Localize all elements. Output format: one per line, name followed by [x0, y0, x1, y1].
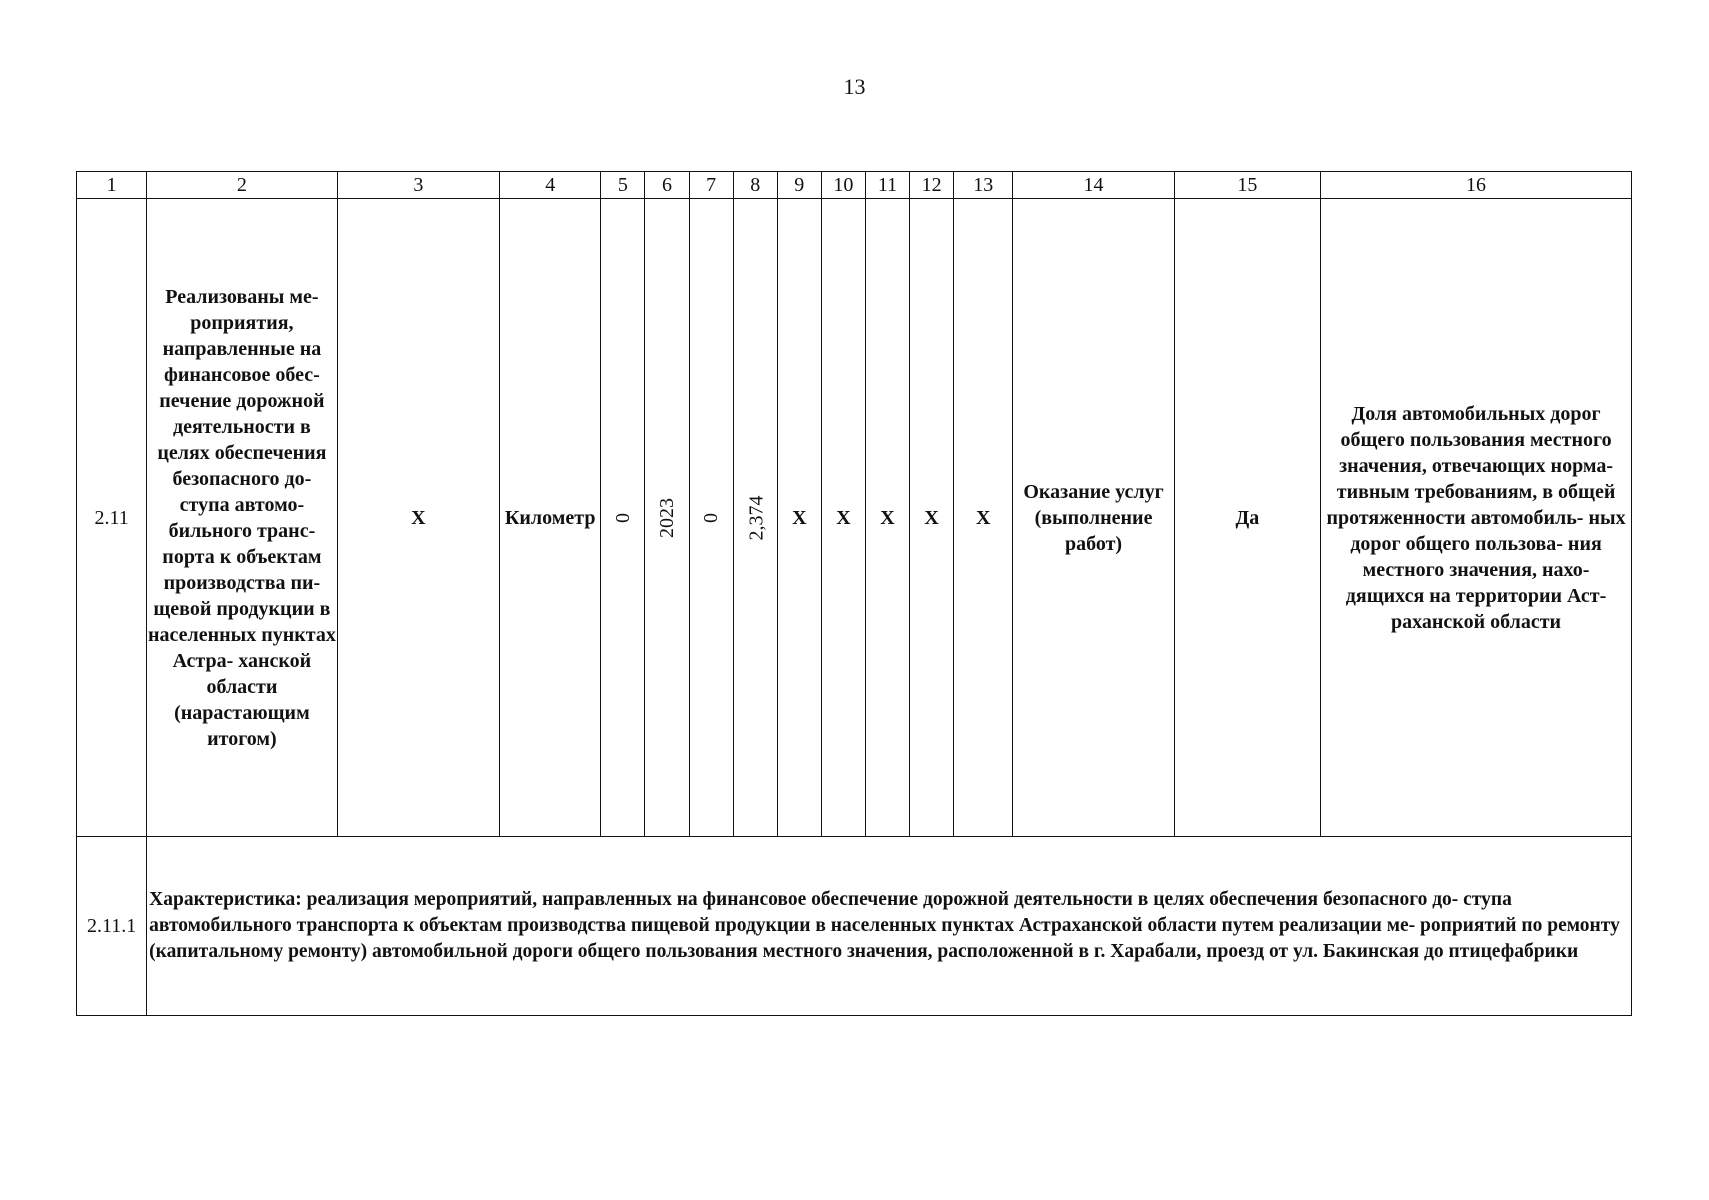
result-type: Оказание услуг (выполнение работ): [1013, 199, 1174, 837]
cell-col7: [689, 199, 733, 837]
characteristic-text: Характеристика: реализация мероприятий, направленных на финансовое обеспечение дорожной деятельности в целях обеспечения безопасного до- ступа автомобильного транспорта к объектам производства пищевой продукции в населенных пунктах Астраханской области путем реализации ме- роприятий по ремонту (капитальному ремонту) автомобильной дороги общего пользования местного значения, расположенной в г. Харабали, проезд от ул. Бакинская до птицефабрики: [147, 837, 1632, 1016]
cell-col10: Х: [821, 199, 865, 837]
base-year: 2023: [655, 497, 678, 538]
indicator-name: Реализованы ме- роприятия, направленные на финансовое обес- печение дорожной деятельности в целях обеспечения безопасного до- ступа автомо- бильного транс- порта к объектам производства пи- щевой продукции в населенных пунктах Астра- ханской области (нарастающим итогом): [147, 199, 337, 837]
value-col7: 0: [700, 512, 723, 523]
table-row: [77, 199, 1632, 837]
value-col8: 2,374: [745, 495, 768, 540]
cell-col11: Х: [865, 199, 909, 837]
table-row: [77, 837, 1632, 1016]
cell-col12: Х: [910, 199, 954, 837]
row-id: 2.11.1: [77, 837, 147, 1016]
header-cell: 4: [500, 172, 601, 199]
header-cell: 8: [733, 172, 777, 199]
header-cell: 16: [1321, 172, 1632, 199]
header-cell: 2: [147, 172, 337, 199]
header-row: [77, 172, 1632, 199]
header-cell: 6: [645, 172, 689, 199]
base-value: 0: [611, 512, 634, 523]
cell-col3: Х: [337, 199, 499, 837]
header-cell: 7: [689, 172, 733, 199]
header-cell: 1: [77, 172, 147, 199]
header-cell: 11: [865, 172, 909, 199]
cell-col13: Х: [954, 199, 1013, 837]
header-cell: 9: [777, 172, 821, 199]
header-cell: 3: [337, 172, 499, 199]
linked-indicator: Доля автомобильных дорог общего пользования местного значения, отвечающих норма- тивным требованиям, в общей протяженности автомобиль- ных дорог общего пользова- ния местного значения, нахо- дящихся на территории Аст- раханской области: [1321, 199, 1632, 837]
page-number: 13: [843, 74, 866, 99]
header-cell: 10: [821, 172, 865, 199]
header-cell: 12: [910, 172, 954, 199]
data-table: [76, 171, 1632, 1016]
unit-cell: Километр: [500, 199, 601, 837]
header-cell: 15: [1174, 172, 1320, 199]
cell-col9: Х: [777, 199, 821, 837]
cell-col8: [733, 199, 777, 837]
cell-col5: [601, 199, 645, 837]
header-cell: 5: [601, 172, 645, 199]
row-id: 2.11: [77, 199, 147, 837]
cell-col6: [645, 199, 689, 837]
header-cell: 13: [954, 172, 1013, 199]
cell-col15: Да: [1174, 199, 1320, 837]
header-cell: 14: [1013, 172, 1174, 199]
